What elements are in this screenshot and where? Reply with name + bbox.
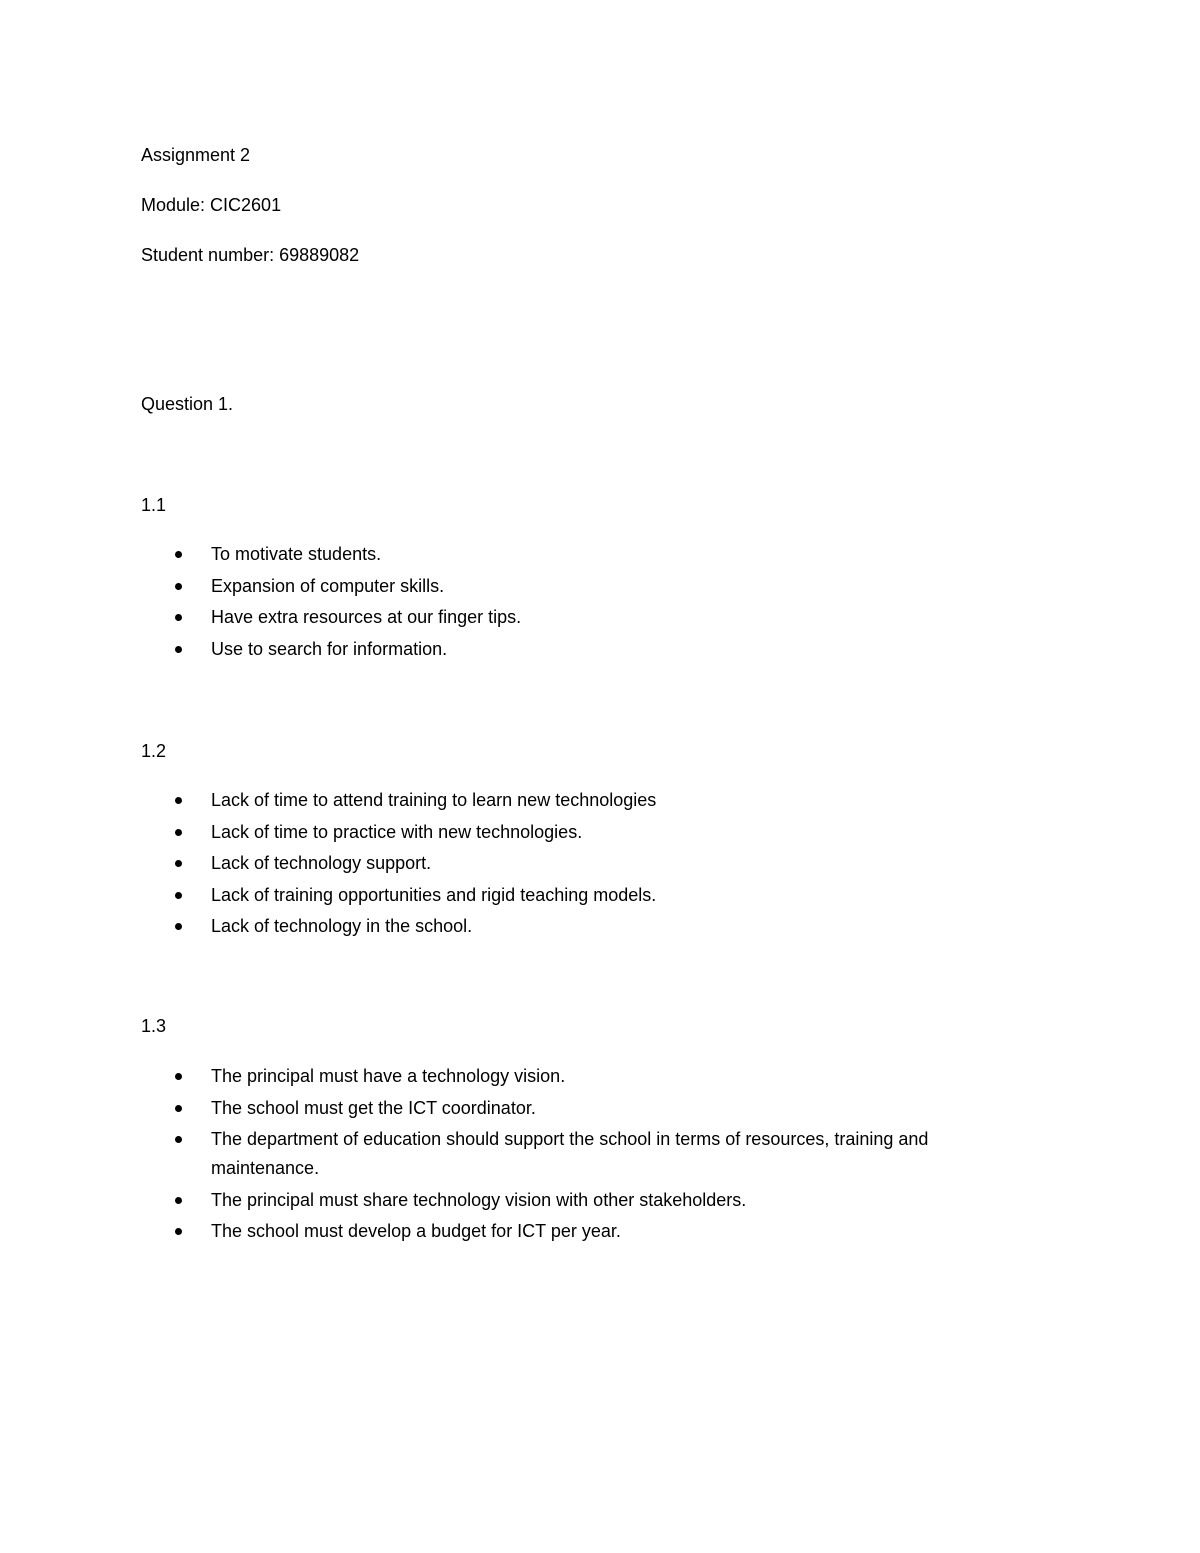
section-label-1-3: 1.3 <box>141 1016 167 1036</box>
bullet-icon <box>175 797 182 804</box>
list-item: Lack of time to attend training to learn new technologies <box>0 786 1200 815</box>
list-item: Lack of time to practice with new technologies. <box>0 818 1200 847</box>
list-item: Lack of training opportunities and rigid teaching models. <box>0 881 1200 910</box>
list-item: Lack of technology support. <box>0 849 1200 878</box>
list-item: The principal must have a technology vision. <box>0 1062 1200 1091</box>
student-number: Student number: 69889082 <box>141 245 360 265</box>
bullet-icon <box>175 1073 182 1080</box>
bullet-icon <box>175 1136 182 1143</box>
list-item: The principal must share technology vision with other stakeholders. <box>0 1186 1200 1215</box>
section-label-1-1: 1.1 <box>141 495 167 515</box>
list-item: Have extra resources at our finger tips. <box>0 603 1200 632</box>
bullet-icon <box>175 551 182 558</box>
bullet-icon <box>175 1228 182 1235</box>
list-item: Use to search for information. <box>0 635 1200 664</box>
bullet-icon <box>175 829 182 836</box>
assignment-title: Assignment 2 <box>141 145 251 165</box>
bullet-icon <box>175 923 182 930</box>
bullet-icon <box>175 892 182 899</box>
list-item: To motivate students. <box>0 540 1200 569</box>
bullet-icon <box>175 860 182 867</box>
section-label-1-2: 1.2 <box>141 741 167 761</box>
list-item: The department of education should support the school in terms of resources, training and maintenance. <box>0 1125 1200 1183</box>
list-item: Lack of technology in the school. <box>0 912 1200 941</box>
bullet-icon <box>175 1105 182 1112</box>
module-code: Module: CIC2601 <box>141 195 282 215</box>
bullet-list-1-2 <box>0 786 1200 944</box>
question-heading: Question 1. <box>141 394 234 414</box>
bullet-icon <box>175 646 182 653</box>
bullet-icon <box>175 583 182 590</box>
list-item: The school must get the ICT coordinator. <box>0 1094 1200 1123</box>
bullet-list-1-1 <box>0 540 1200 666</box>
list-item: The school must develop a budget for ICT per year. <box>0 1217 1200 1246</box>
bullet-icon <box>175 1197 182 1204</box>
bullet-icon <box>175 614 182 621</box>
bullet-list-1-3 <box>0 1062 1200 1249</box>
list-item: Expansion of computer skills. <box>0 572 1200 601</box>
